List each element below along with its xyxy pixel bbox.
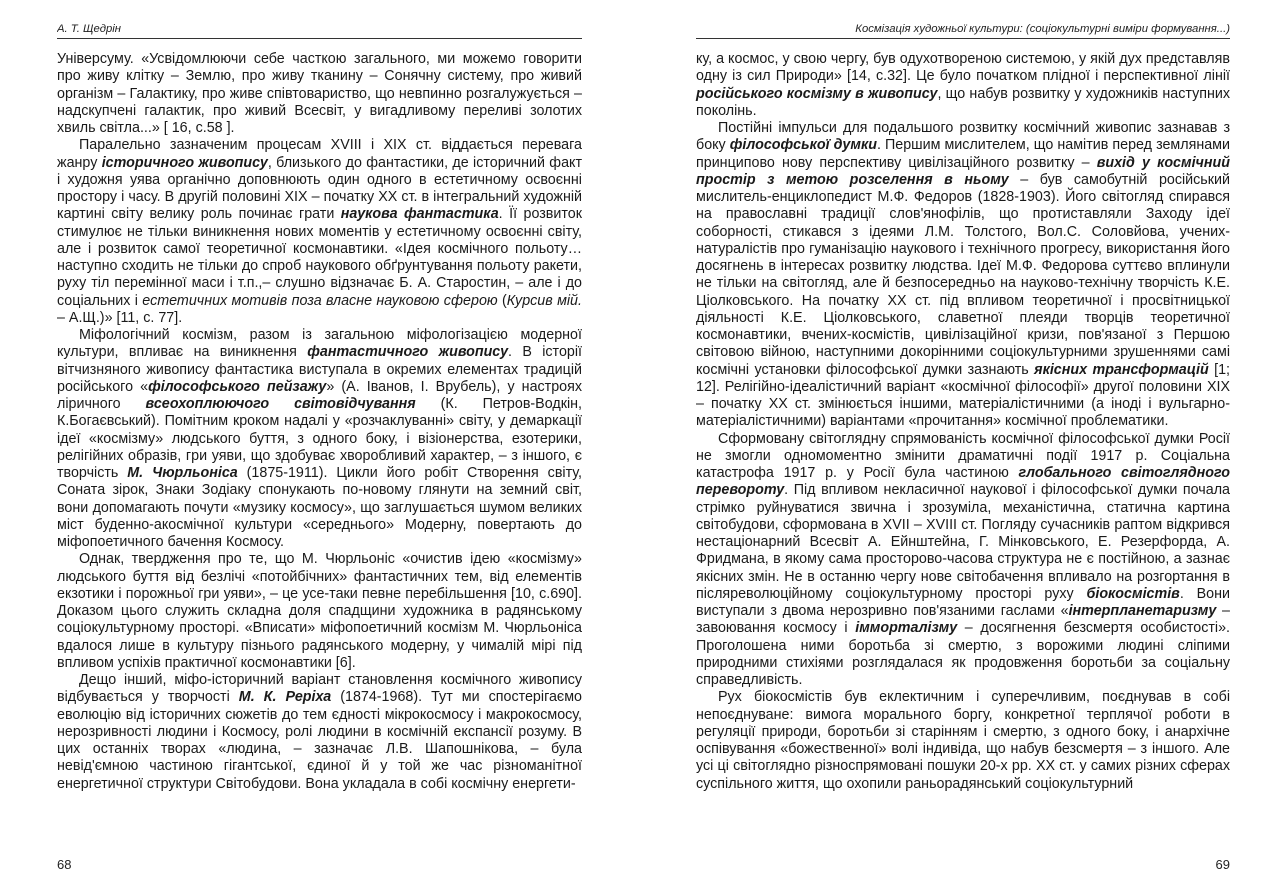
paragraph bbox=[57, 327, 582, 551]
emphasized-term: імморталізму bbox=[855, 620, 958, 637]
emphasized-term: вихід у космічний простір з метою розселення в ньому bbox=[696, 154, 1230, 188]
text-run: (1874-1968). Тут ми спостерігаємо еволюцію від історичних сюжетів до тем єдності мікрокосмосу і макрокосмосу, нерозривності людини і Космосу, ролі людини в космічній експансії розуму. В цих останніх творах «людина, – зазначає Л.В. Шапошнікова, – була невід'ємною частиною гігантської, єдиної й у той же час різноманітної енергетичної структури Світобудови. Вона укладала в собі космічну енергети- bbox=[57, 689, 582, 792]
text-run: Сформовану світоглядну спрямованість космічної філософської думки Росії не змогли одномоментно змінити драматичні події 1917 р. Соціальна катастрофа 1917 р. у Росії була частиною bbox=[696, 430, 1230, 481]
text-run: ку, а космос, у свою чергу, був одухотвореною системою, у якій дух представляв одну із сил Природи» [14, с.32]. Це було початком плідної і перспективної лінії bbox=[696, 51, 1230, 85]
text-run: – був самобутній російський мислитель-енциклопедист М.Ф. Федоров (1828-1903). Його світогляд спирався на православні традиції слов'янофілів, що протиставляли Заходу ідеї соборності, стикався з ідеями Л.М. Толстого, Вол.С. Соловйова, учених-натуралістів про гуманізацію наукового і технічного прогресу, використання його досягнень в інтересах розвитку людства. Ідеї М.Ф. Федорова суттєво вплинули не тільки на світогляд, але й безпосередньо на науково-технічну творчість К.Е. Ціолковського. На початку XX ст. під впливом теоретичної і просвітницької діяльності К.Е. Ціолковського, славетної плеяди творців теоретичної космонавтики, вчених-космістів, цивілізаційної кризи, пов'язаної з Першою світовою війною, наступними докорінними соціокультурними зрушеннями самі космічні установки філософської думки зазнають bbox=[696, 171, 1230, 378]
running-head-title: Космізація художньої культури: (соціокультурні виміри формування...) bbox=[696, 22, 1230, 39]
paragraph bbox=[57, 672, 582, 793]
right-page bbox=[644, 0, 1288, 896]
emphasized-term: філософського пейзажу bbox=[148, 378, 327, 395]
paragraph bbox=[57, 551, 582, 672]
text-run: (1875-1911). Цикли його робіт Створення світу, Соната зірок, Знаки Зодіаку спонукають по-новому глянути на земний світ, вони допомагають почути «музику космосу», що заглушається шумом великих міст буденно-акосмічної культури «середнього» Модерну, повертають до міфопоетичного бачення Космосу. bbox=[57, 465, 582, 550]
emphasized-term: М. К. Реріха bbox=[238, 689, 332, 706]
paragraph bbox=[696, 120, 1230, 431]
emphasized-term: наукова фантастика bbox=[340, 206, 499, 223]
text-run: , близького до фантастики, де історичний факт і художня уява органічно доповнюють один одного в естетичному освоєнні простору і часу. В другій половині XIX – початку XX ст. в інтегральний художній картині світу велику роль починає грати bbox=[57, 154, 582, 223]
text-run: ( bbox=[497, 292, 507, 309]
emphasized-term: М. Чюрльоніса bbox=[127, 465, 238, 481]
text-run: [1; 12]. Релігійно-ідеалістичний варіант «космічної філософії» другої половини XIX – початку XX ст. змінюється іншими, матеріалістичними (а іноді і вульгарно-матеріалістичними) варіантами «прочитання» космічної проблематики. bbox=[696, 361, 1230, 430]
text-run: . Її розвиток стимулює не тільки виникнення нових моментів у естетичному освоєнні світу, але і розвиток самої теоретичної космонавтики. «Ідея космічного польоту…наступно сходить не тільки до спроб наукового обґрунтування польоту ракети, руху тіл перемінної маси і т.п.,– слушно відзначає Б. А. Старостин, – але і до соціальних і bbox=[57, 206, 582, 309]
paragraph bbox=[696, 689, 1230, 793]
text-run: Рух біокосмістів був еклектичним і суперечливим, поєднував в собі непоєднуване: вимога морального боргу, конкретної терплячої роботи в регуляції природи, боротьби зі старінням і смертю, з одного боку, і анархічне оспівування «божественної» волі індивіда, що набув безсмертя – з іншого. Але усі ці світоглядно різноспрямовані пошуки 20-х рр. XX ст. у самих різних сферах суспільного життя, що охопили раньорадянський соціокультурний bbox=[696, 689, 1230, 792]
emphasized-term: якісних трансформацій bbox=[1034, 361, 1209, 378]
emphasized-term: інтерпланетаризму bbox=[1068, 603, 1217, 619]
text-run: Універсуму. «Усвідомлюючи себе часткою загального, ми можемо говорити про живу клітку – Землю, про живу тканину – Сонячну систему, про живий організм – Галактику, про живе співтовариство, що невпинно розгалужується – надскупчені галактик, про живий Всесвіт, у вигадливому переливі золотих хвиль світла...» [ 16, с.58 ]. bbox=[57, 51, 582, 136]
right-page-body bbox=[696, 51, 1230, 793]
text-run: – завоювання космосу і bbox=[696, 603, 1230, 637]
text-run: (К. Петров-Водкін, К.Богаєвський). Помітним кроком надалі у «розчаклуванні» світу, у демаркації ідеї «космізму» людського буття, з одного боку, і візіонерства, езотерики, релігійних образів, гри уяви, що здобуває хворобливий характер, – з іншого, є творчість bbox=[57, 396, 582, 481]
emphasized-term: всеохоплюючого світовідчування bbox=[145, 396, 416, 412]
italic-text: естетичних мотивів поза власне науковою сферою bbox=[142, 292, 498, 309]
text-run: Паралельно зазначеним процесам XVIII і XIX ст. віддається перевага жанру bbox=[57, 137, 582, 171]
running-head-author: А. Т. Щедрін bbox=[57, 22, 582, 39]
left-page-body bbox=[57, 51, 582, 793]
emphasized-term: історичного живопису bbox=[101, 154, 268, 171]
text-run: Постійні імпульси для подальшого розвитку космічний живопис зазнавав з боку bbox=[696, 120, 1230, 154]
text-run: – досягнення безсмертя особистості». Проголошена ними боротьба зі смертю, з ворожими людині сліпими природними стихіями розглядалася як продовження боротьби за соціальну справедливість. bbox=[696, 620, 1231, 688]
text-run: . Вони виступали з двома нерозривно пов'язаними гаслами « bbox=[696, 585, 1230, 619]
page-number: 68 bbox=[57, 857, 72, 872]
text-run: Міфологічний космізм, разом із загальною міфологізацією модерної культури, впливає на виникнення bbox=[57, 327, 582, 361]
emphasized-term: біокосмістів bbox=[1086, 585, 1180, 602]
text-run: . В історії вітчизняного живопису фантастика виступала в окремих елементах традицій російського « bbox=[57, 344, 582, 395]
paragraph bbox=[57, 51, 582, 137]
paragraph bbox=[696, 51, 1230, 120]
text-run: – А.Щ.)» [11, с. 77]. bbox=[57, 309, 183, 326]
text-run: » (А. Іванов, І. Врубель), у настроях ліричного bbox=[57, 378, 583, 412]
paragraph bbox=[57, 137, 582, 327]
emphasized-term: фантастичного живопису bbox=[307, 344, 509, 361]
paragraph bbox=[696, 431, 1230, 690]
text-run: . Першим мислителем, що намітив перед землянами принципово нову перспективу цивілізаційного розвитку – bbox=[696, 137, 1230, 171]
text-run: Дещо інший, міфо-історичний варіант становлення космічного живопису відбувається у творчості bbox=[57, 672, 582, 706]
text-run: . Під впливом некласичної наукової і філософської думки почала стрімко руйнуватися звична і зрозуміла, механістична, статична картина світобудови, сформована в XVII – XVIII ст. Погляду сучасників раптом відкрився нестаціонарний Всесвіт А. Ейнштейна, Г. Мінковського, Е. Резерфорда, А. Фридмана, в якому сама просторово-часова структура не є постійною, а зазнає якісних змін. Не в останню чергу нове світобачення впливало на розгортання в післяреволюційному соціокультурному просторі руху bbox=[696, 482, 1230, 602]
text-run: , що набув розвитку у художників наступних поколінь. bbox=[696, 85, 1230, 119]
emphasized-term: філософської думки bbox=[729, 137, 877, 154]
italic-text: Курсив мій. bbox=[506, 292, 582, 309]
page-number: 69 bbox=[1215, 857, 1230, 872]
emphasized-term: російського космізму в живопису bbox=[696, 85, 938, 102]
emphasized-term: глобального світоглядного перевороту bbox=[696, 465, 1230, 499]
text-run: Однак, твердження про те, що М. Чюрльоніс «очистив ідею «космізму» людського буття від безлічі «потойбічних» фантастичних тем, від елементів екзотики і порожньої гри уяви», – це усе-таки певне перебільшення [10, с.690]. Доказом цього служить складна доля спадщини художника в радянському соціокультурному просторі. «Вписати» міфопоетичний космізм М. Чюрльоніса вдалося лише в культуру пізнього радянського модерну, у чималій мірі під впливом успіхів практичної космонавтики [6]. bbox=[57, 551, 582, 671]
